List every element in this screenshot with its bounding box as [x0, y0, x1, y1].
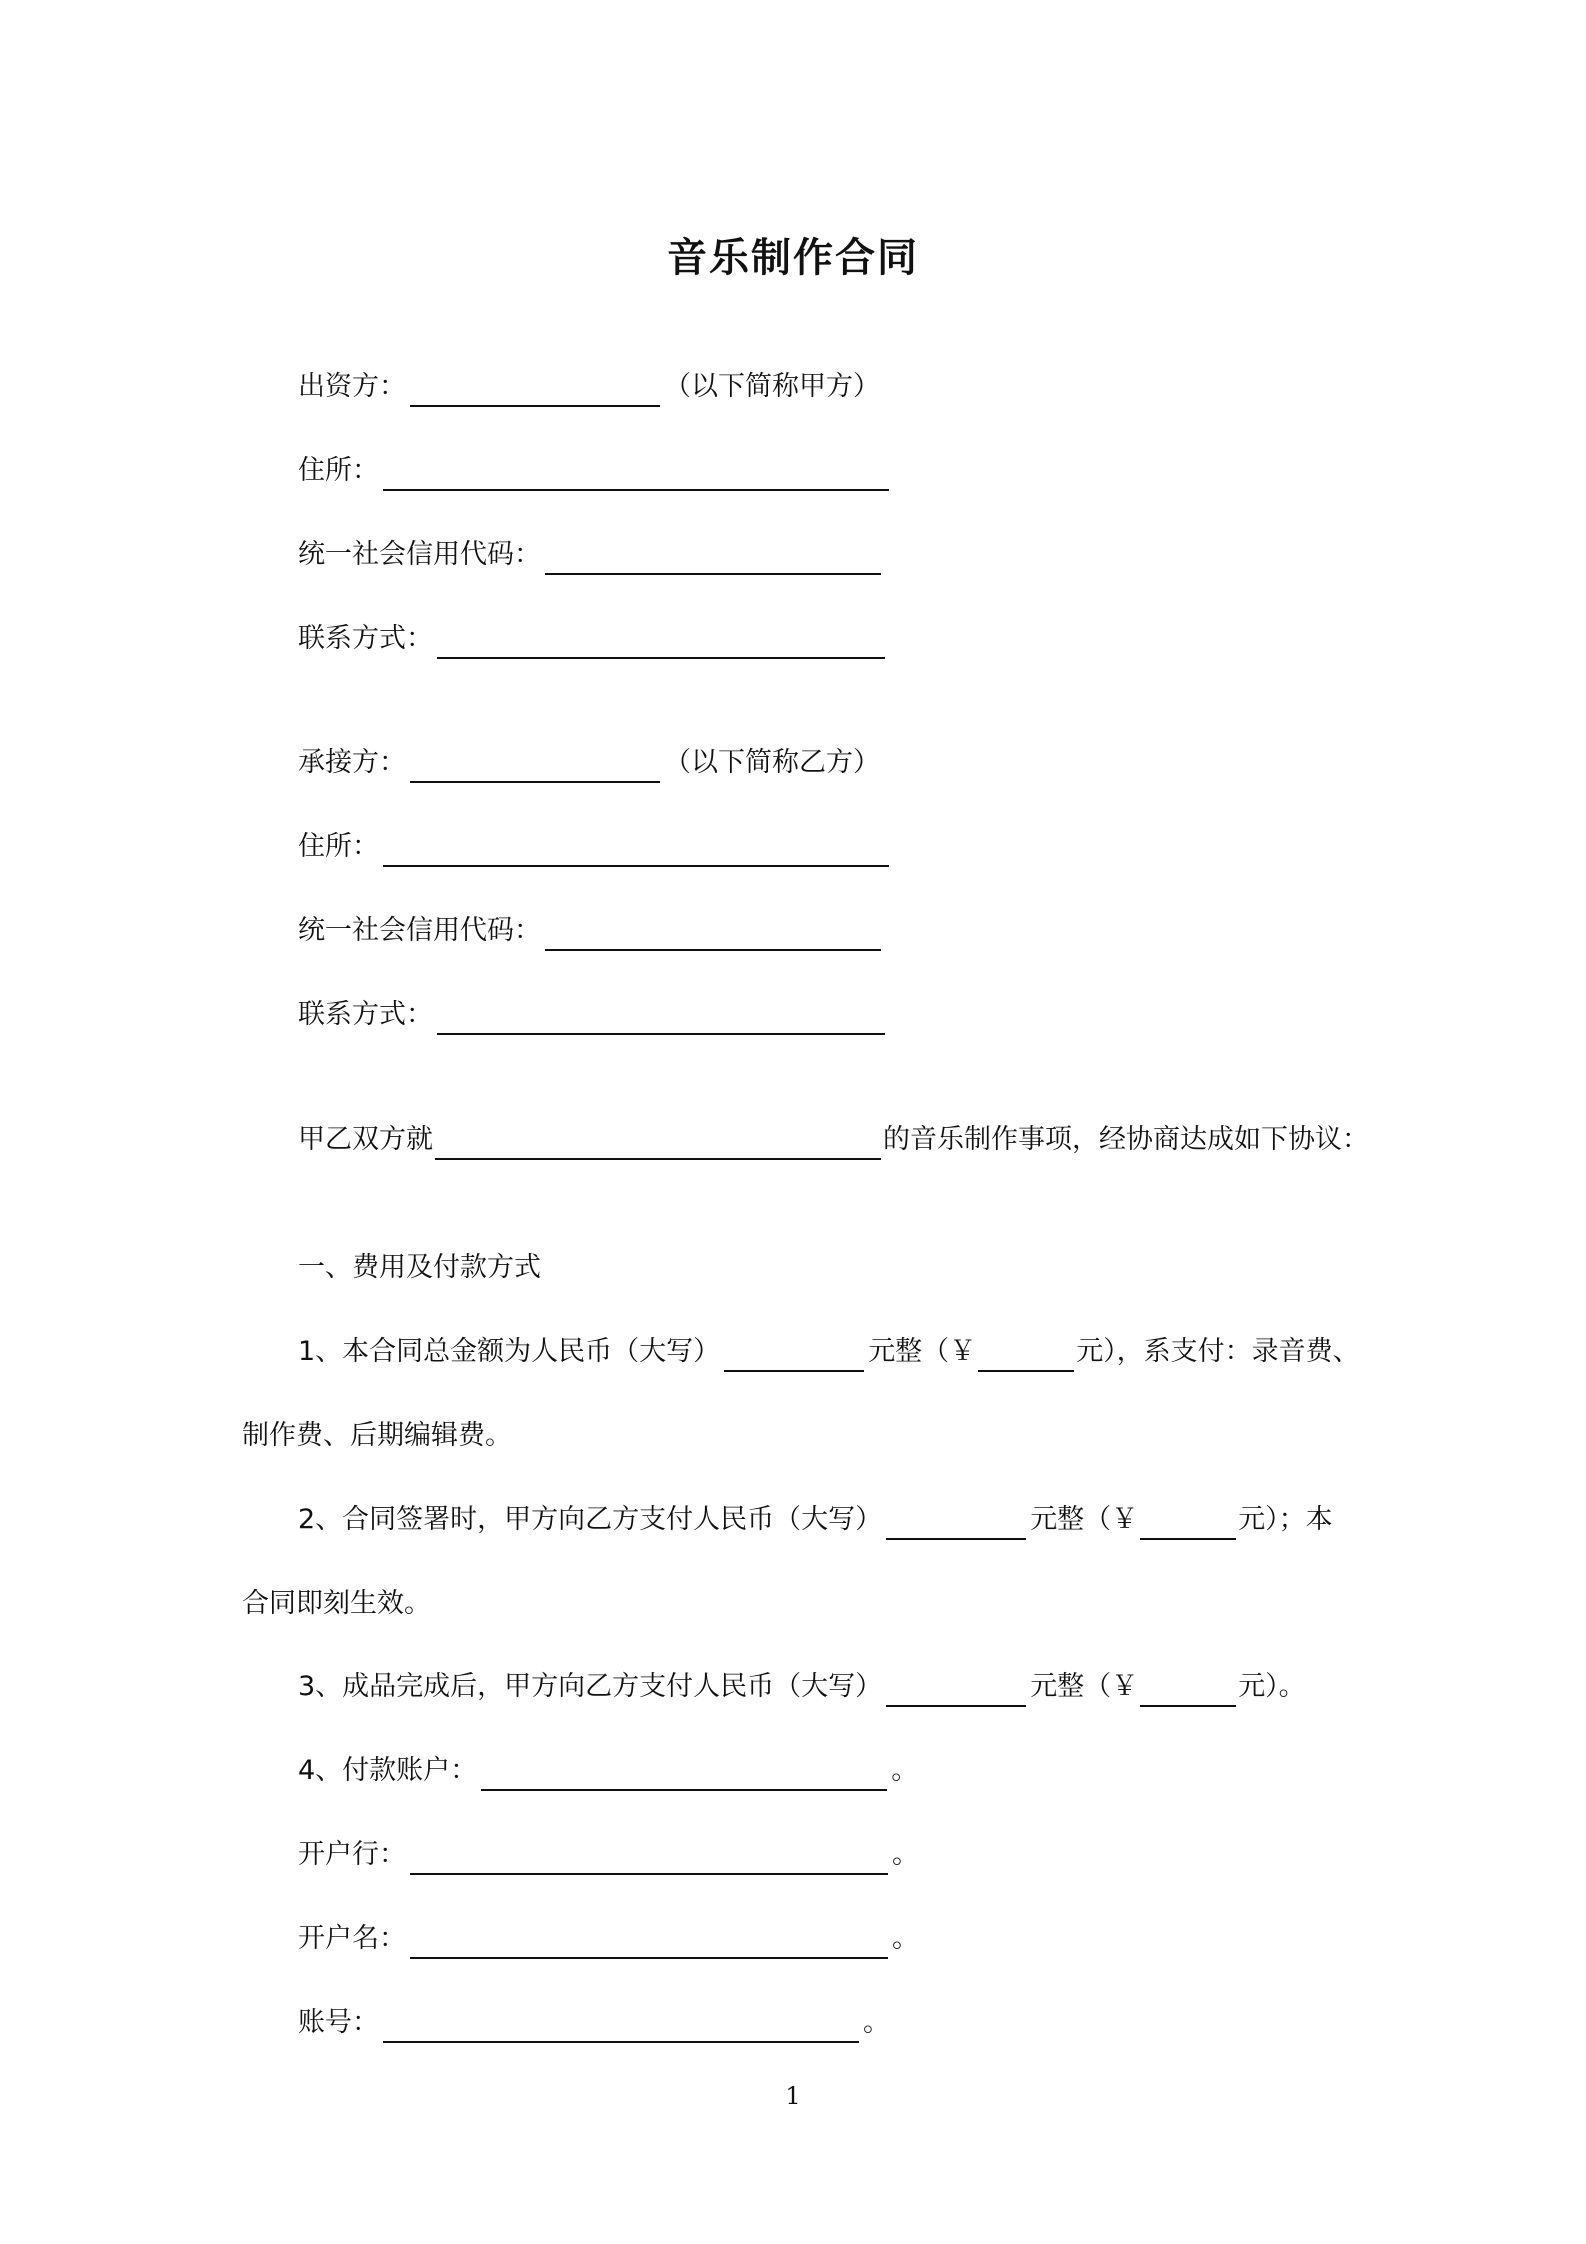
- party-a-credit-code-label: 统一社会信用代码：: [298, 539, 541, 570]
- clause-2-row: [298, 1500, 1333, 1540]
- clause-4-row: [298, 1751, 918, 1791]
- account-name-label: 开户名：: [298, 1923, 406, 1954]
- party-b-address-row: [298, 827, 893, 867]
- section-1-heading: 一、费用及付款方式: [298, 1252, 541, 1283]
- party-b-contact-label: 联系方式：: [298, 999, 433, 1030]
- intro-row: [298, 1120, 1369, 1160]
- party-a-name-label: 出资方：: [298, 371, 406, 402]
- clause-3-amount-words-field[interactable]: [886, 1673, 1026, 1707]
- clause-1-continuation: 制作费、后期编辑费。: [242, 1420, 512, 1451]
- clause-3-text-c: 元）。: [1238, 1671, 1306, 1702]
- clause-2-amount-number-field[interactable]: [1140, 1506, 1236, 1540]
- intro-suffix: 的音乐制作事项，经协商达成如下协议：: [883, 1124, 1369, 1155]
- clause-1-text-c: 元），系支付：录音费、: [1076, 1336, 1360, 1367]
- party-b-name-suffix: （以下简称乙方）: [664, 747, 880, 778]
- clause-4-label: 4、付款账户：: [298, 1755, 478, 1786]
- party-b-address-field[interactable]: [383, 833, 889, 867]
- party-a-address-field[interactable]: [383, 457, 889, 491]
- account-number-row: [298, 2003, 890, 2043]
- party-b-contact-row: [298, 995, 889, 1035]
- bank-end: 。: [892, 1839, 919, 1870]
- party-a-credit-code-row: [298, 535, 885, 575]
- clause-2-text-b: 元整（￥: [1030, 1504, 1139, 1535]
- project-name-field[interactable]: [435, 1126, 881, 1160]
- clause-2-continuation: 合同即刻生效。: [242, 1588, 431, 1619]
- party-b-name-field[interactable]: [410, 749, 660, 783]
- clause-1-text-b: 元整（￥: [868, 1336, 977, 1367]
- clause-1-row: [298, 1332, 1360, 1372]
- party-b-credit-code-field[interactable]: [545, 917, 881, 951]
- clause-2-text-c: 元）；本: [1238, 1504, 1333, 1535]
- party-a-contact-field[interactable]: [437, 625, 885, 659]
- clause-4-end: 。: [891, 1755, 919, 1786]
- account-name-end: 。: [892, 1923, 919, 1954]
- party-a-name-suffix: （以下简称甲方）: [664, 371, 880, 402]
- account-number-field[interactable]: [383, 2009, 859, 2043]
- clause-3-text-b: 元整（￥: [1030, 1671, 1139, 1702]
- party-b-contact-field[interactable]: [437, 1001, 885, 1035]
- account-name-field[interactable]: [410, 1925, 888, 1959]
- bank-row: [298, 1835, 919, 1875]
- clause-2-amount-words-field[interactable]: [886, 1506, 1026, 1540]
- clause-1-text-a: 1、本合同总金额为人民币（大写）: [298, 1336, 721, 1367]
- page-number: 1: [785, 2082, 801, 2110]
- party-a-address-row: [298, 451, 893, 491]
- clause-3-amount-number-field[interactable]: [1140, 1673, 1236, 1707]
- party-b-address-label: 住所：: [298, 831, 379, 862]
- account-number-end: 。: [863, 2007, 890, 2038]
- party-a-name-field[interactable]: [410, 373, 660, 407]
- party-a-address-label: 住所：: [298, 455, 379, 486]
- bank-field[interactable]: [410, 1841, 888, 1875]
- party-a-credit-code-field[interactable]: [545, 541, 881, 575]
- party-a-name-row: [298, 367, 880, 407]
- clause-2-text-a: 2、合同签署时，甲方向乙方支付人民币（大写）: [298, 1504, 883, 1535]
- payment-account-field[interactable]: [481, 1757, 887, 1791]
- bank-label: 开户行：: [298, 1839, 406, 1870]
- party-a-contact-row: [298, 619, 889, 659]
- account-name-row: [298, 1919, 919, 1959]
- party-b-name-label: 承接方：: [298, 747, 406, 778]
- party-b-credit-code-row: [298, 911, 885, 951]
- clause-3-text-a: 3、成品完成后，甲方向乙方支付人民币（大写）: [298, 1671, 883, 1702]
- account-number-label: 账号：: [298, 2007, 379, 2038]
- clause-1-amount-number-field[interactable]: [978, 1338, 1074, 1372]
- party-b-name-row: [298, 743, 880, 783]
- party-b-credit-code-label: 统一社会信用代码：: [298, 915, 541, 946]
- page-title: 音乐制作合同: [667, 235, 919, 281]
- party-a-contact-label: 联系方式：: [298, 623, 433, 654]
- clause-3-row: [298, 1667, 1306, 1707]
- intro-prefix: 甲乙双方就: [298, 1124, 433, 1155]
- clause-1-amount-words-field[interactable]: [724, 1338, 864, 1372]
